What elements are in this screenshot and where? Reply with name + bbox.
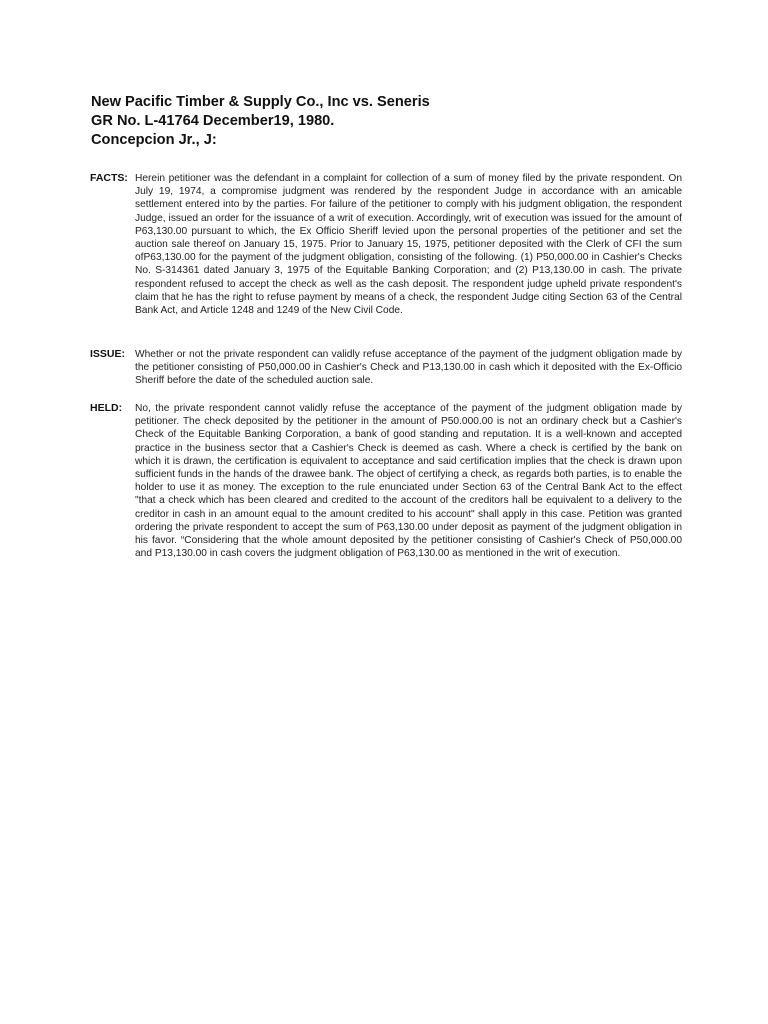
issue-label: ISSUE: [90,348,126,360]
case-header [91,93,691,150]
facts-label: FACTS: [90,172,128,184]
case-number-date: GR No. L-41764 December19, 1980. [91,113,335,129]
held-section [90,402,682,560]
issue-section [90,348,682,388]
facts-text: Herein petitioner was the defendant in a complaint for collection of a sum of money filed by the private respondent. On July 19, 1974, a compromise judgment was rendered by the respondent Judge in accordance with an amicable settlement entered into by the parties. For failure of the petitioner to comply with his judgment obligation, the respondent Judge, issued an order for the issuance of a writ of execution. Accordingly, writ of execution was issued for the amount of P63,130.00 pursuant to which, the Ex Officio Sheriff levied upon the personal properties of the petitioner and set the auction sale thereof on January 15, 1975. Prior to January 15, 1975, petitioner deposited with the Clerk of CFI the sum ofP63,130.00 for the payment of the judgment obligation, consisting of the following. (1) P50,000.00 in Cashier's Checks No. S-314361 dated January 3, 1975 of the Equitable Banking Corporation; and (2) P13,130.00 in cash. The private respondent refused to accept the check as well as the cash deposit. The respondent judge upheld private respondent's claim that he has the right to refuse payment by means of a check, the respondent Judge citing Section 63 of the Central Bank Act, and Article 1248 and 1249 of the New Civil Code. [135,173,682,317]
ponente: Concepcion Jr., J: [91,132,217,148]
issue-text: Whether or not the private respondent can validly refuse acceptance of the payment of the judgment obligation made by the petitioner consisting of P50,000.00 in Cashier's Check and P13,130.00 in cash which it deposited with the Ex-Officio Sheriff before the date of the scheduled auction sale. [135,349,682,387]
held-label: HELD: [90,402,123,414]
facts-section [90,172,682,317]
held-text: No, the private respondent cannot validly refuse the acceptance of the payment of the judgment obligation made by petitioner. The check deposited by the petitioner in the amount of P50.000.00 is not an ordinary check but a Cashier's Check of the Equitable Banking Corporation, a bank of good standing and reputation. It is a well-known and accepted practice in the business sector that a Cashier's Check is deemed as cash. Where a check is certified by the bank on which it is drawn, the certification is equivalent to acceptance and said certification implies that the check is drawn upon sufficient funds in the hands of the drawee bank. The object of certifying a check, as regards both parties, is to enable the holder to use it as money. The exception to the rule enunciated under Section 63 of the Central Bank Act to the effect "that a check which has been cleared and credited to the account of the creditors hall be equivalent to a delivery to the creditor in cash in an amount equal to the amount credited to his account" shall apply in this case. Petition was granted ordering the private respondent to accept the sum of P63,130.00 under deposit as payment of the judgment obligation in his favor. “Considering that the whole amount deposited by the petitioner consisting of Cashier's Check of P50,000.00 and P13,130.00 in cash covers the judgment obligation of P63,130.00 as mentioned in the writ of execution. [135,403,682,560]
case-title: New Pacific Timber & Supply Co., Inc vs. Seneris [91,94,430,110]
